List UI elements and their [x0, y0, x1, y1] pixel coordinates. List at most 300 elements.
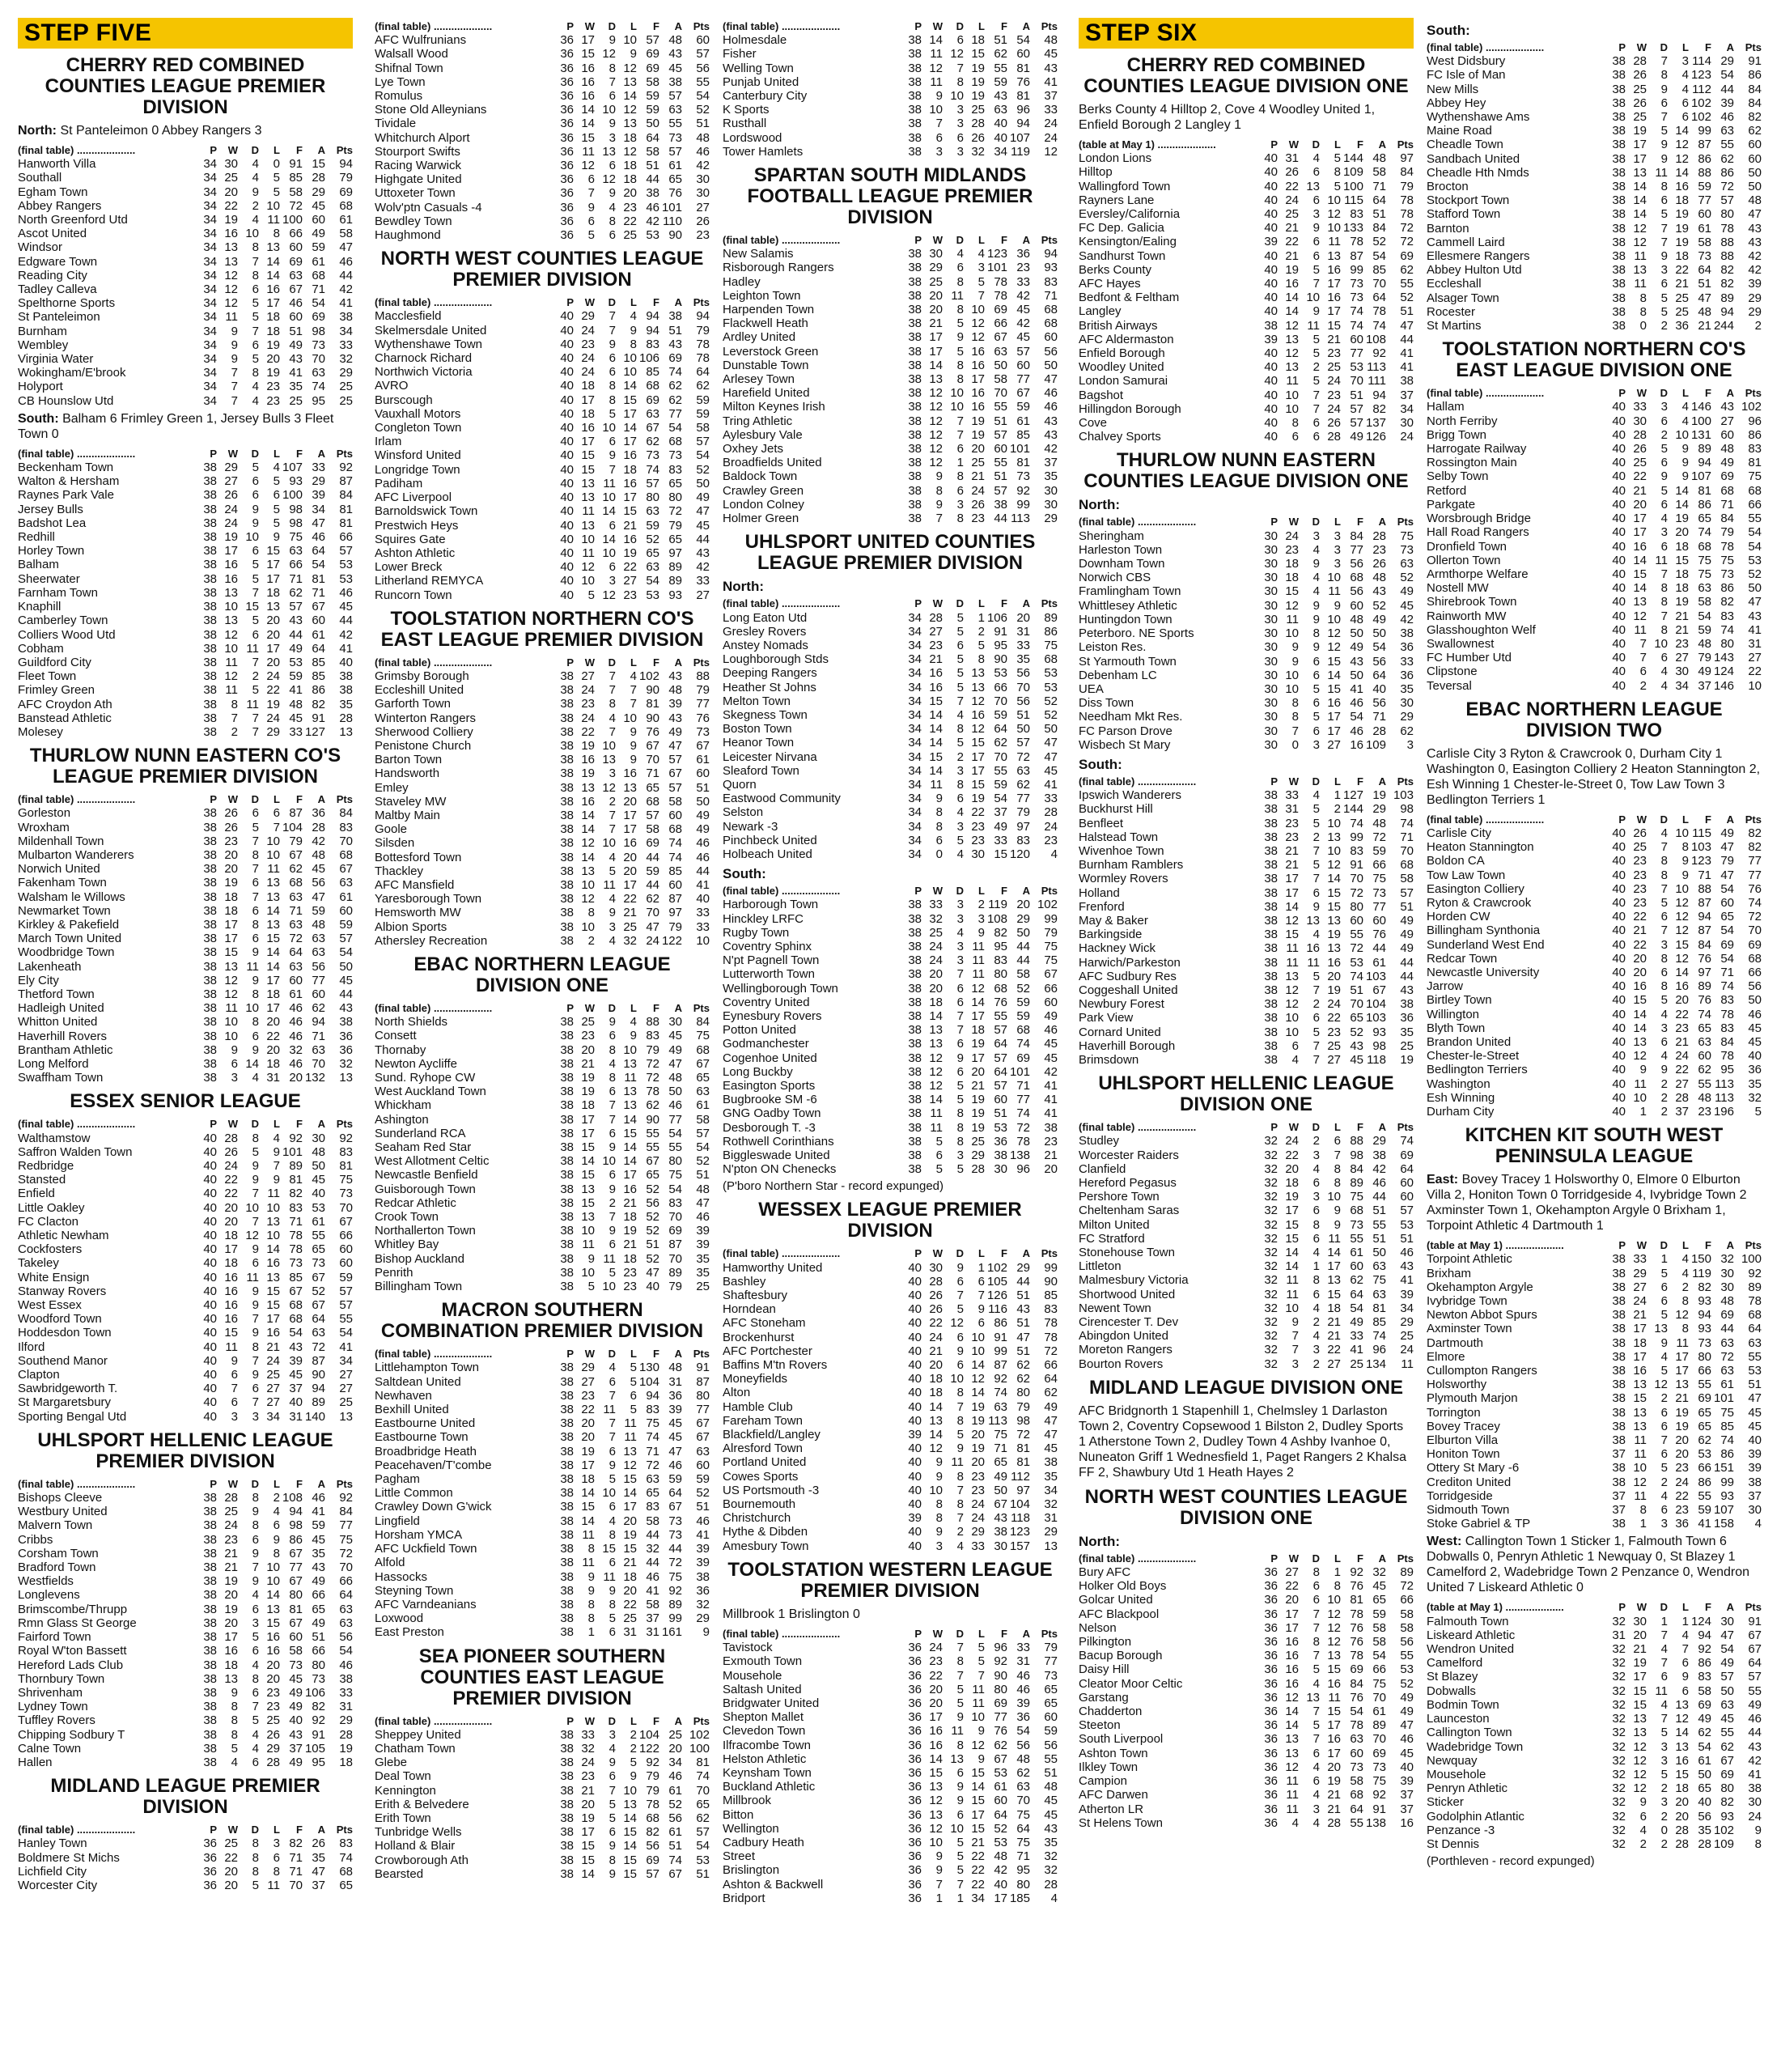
table-row — [18, 918, 353, 932]
stat-cell: 36 — [560, 103, 574, 117]
stat-cell: 40 — [1612, 442, 1626, 456]
stat-cell: 4 — [609, 1514, 616, 1528]
stat-cell: 4 — [1639, 1823, 1647, 1837]
stat-cell: 40 — [560, 379, 574, 393]
stat-cell: 75 — [994, 1428, 1007, 1442]
stat-cell: 79 — [289, 834, 303, 848]
sub-heading: South: — [1079, 756, 1122, 772]
stat-cell: 95 — [312, 393, 325, 408]
header-cell: F — [1357, 138, 1363, 151]
table-row — [1079, 802, 1414, 816]
stat-cell: 26 — [1285, 165, 1299, 180]
stat-cell: 40 — [1612, 923, 1626, 938]
table-row — [723, 625, 1058, 639]
stat-cell: 42 — [1748, 263, 1762, 278]
table-row — [723, 145, 1058, 159]
stat-cell: 4 — [956, 707, 964, 722]
stat-cell: 29 — [312, 474, 325, 489]
team-name: New Salamis — [723, 247, 794, 261]
stat-cell: 37 — [312, 1878, 325, 1892]
table-row — [1079, 277, 1414, 291]
team-name: Wythenshawe Town — [375, 337, 482, 351]
stat-cell: 27 — [1327, 1052, 1341, 1067]
stat-cell: 24 — [1400, 430, 1414, 444]
stat-cell: 2 — [1312, 1357, 1320, 1371]
stat-cell: 57 — [994, 427, 1007, 442]
table-row — [375, 1029, 710, 1042]
team-name: Golcar United — [1079, 1593, 1153, 1607]
stat-cell: 85 — [1372, 262, 1386, 277]
stat-cell: 38 — [1264, 318, 1278, 333]
table-row — [375, 1458, 710, 1472]
stat-cell: 6 — [1660, 1280, 1668, 1294]
team-name: Staveley MW — [375, 794, 447, 809]
stat-cell: 32 — [971, 144, 985, 159]
stat-cell: 9 — [935, 89, 943, 104]
stat-cell: 7 — [956, 1511, 964, 1526]
table-row — [1427, 1252, 1762, 1266]
stat-cell: 47 — [1748, 1391, 1762, 1406]
stat-cell: 12 — [1285, 346, 1299, 361]
stat-cell: 21 — [929, 316, 943, 331]
team-name: Easington Colliery — [1427, 881, 1524, 896]
stat-cell: 2 — [956, 749, 964, 764]
stat-cell: 6 — [1312, 1011, 1320, 1025]
stat-cell: 6 — [609, 1769, 616, 1784]
stat-cell: 33 — [1044, 792, 1058, 806]
header-cell: D — [251, 1824, 259, 1836]
table-row — [723, 1079, 1058, 1093]
table-row — [723, 1511, 1058, 1525]
stat-cell: 4 — [1681, 68, 1689, 83]
stat-cell: 38 — [908, 144, 922, 159]
stat-cell: 113 — [1715, 1076, 1734, 1091]
stat-cell: 19 — [224, 530, 238, 545]
stat-cell: 88 — [1350, 1134, 1363, 1149]
stat-cell: 17 — [1327, 277, 1341, 291]
stat-cell: 4 — [273, 1131, 280, 1145]
stat-cell: 52 — [1400, 1676, 1414, 1691]
stat-cell: 13 — [1654, 1322, 1668, 1336]
stat-cell: 53 — [1400, 1662, 1414, 1677]
team-name: Mousehole — [723, 1668, 782, 1683]
stat-cell: 19 — [1400, 1052, 1414, 1067]
team-name: Litherland REMYCA — [375, 574, 484, 588]
stat-cell: 45 — [312, 1173, 325, 1187]
stat-cell: 38 — [203, 890, 217, 904]
stat-cell: 29 — [1400, 710, 1414, 724]
stat-cell: 28 — [224, 1131, 238, 1145]
stat-cell: 3 — [1660, 525, 1668, 540]
team-name: Heaton Stannington — [1427, 840, 1534, 855]
stat-cell: 6 — [1660, 96, 1668, 110]
stat-cell: 89 — [668, 574, 682, 588]
stat-cell: 76 — [1350, 1579, 1363, 1594]
stat-cell: 98 — [1400, 802, 1414, 817]
stat-cell: 21 — [1285, 248, 1299, 263]
stat-cell: 7 — [609, 323, 616, 338]
stat-cell: 45 — [1044, 47, 1058, 62]
stat-cell: 20 — [971, 442, 985, 456]
stat-cell: 91 — [994, 624, 1007, 639]
stat-cell: 5 — [1660, 304, 1668, 319]
stat-cell: 28 — [929, 610, 943, 625]
stat-cell: 5 — [1312, 1025, 1320, 1039]
stat-cell: 29 — [312, 185, 325, 199]
stat-cell: 47 — [1748, 207, 1762, 222]
header-cell: Pts — [1397, 775, 1414, 788]
stat-cell: 9 — [609, 1756, 616, 1770]
stat-cell: 35 — [289, 380, 303, 394]
stat-cell: 9 — [273, 530, 280, 545]
stat-cell: 6 — [252, 1256, 259, 1271]
team-name: Brigg Town — [1427, 427, 1486, 442]
stat-cell: 27 — [696, 588, 710, 602]
stat-cell: 6 — [1660, 193, 1668, 208]
stat-cell: 16 — [971, 344, 985, 359]
stat-cell: 11 — [267, 1187, 280, 1201]
stat-cell: 85 — [1016, 427, 1030, 442]
table-row — [18, 1658, 353, 1672]
stat-cell: 77 — [696, 1403, 710, 1417]
stat-cell: 7 — [630, 697, 637, 711]
team-name: Wendron United — [1427, 1642, 1515, 1657]
stat-cell: 43 — [1748, 609, 1762, 623]
stat-cell: 8 — [1639, 291, 1647, 305]
table-row — [723, 33, 1058, 47]
stat-cell: 22 — [1285, 1579, 1299, 1594]
team-name: Moreton Rangers — [1079, 1343, 1172, 1357]
stat-cell: 30 — [1044, 483, 1058, 498]
stat-cell: 40 — [203, 1284, 217, 1298]
stat-cell: 72 — [339, 1546, 353, 1560]
header-cell: A — [1726, 41, 1734, 53]
stat-cell: 36 — [908, 1877, 922, 1892]
stat-cell: 57 — [1748, 1670, 1762, 1684]
stat-cell: 69 — [1350, 1662, 1363, 1677]
stat-cell: 26 — [929, 1302, 943, 1317]
header-cell: Pts — [1397, 516, 1414, 529]
table-row — [1427, 1781, 1762, 1795]
stat-cell: 36 — [560, 117, 574, 131]
stat-cell: 10 — [1306, 291, 1320, 305]
table-header-row — [1427, 1600, 1762, 1614]
stat-cell: 7 — [1660, 923, 1668, 938]
team-name: AFC Sudbury Res — [1079, 969, 1177, 983]
stat-cell: 3 — [1312, 207, 1320, 222]
stat-cell: 69 — [668, 351, 682, 366]
team-name: Alton — [723, 1386, 751, 1400]
team-name: Christchurch — [723, 1511, 791, 1526]
table-row — [1427, 1049, 1762, 1063]
team-name: Crowborough Ath — [375, 1853, 469, 1867]
team-name: Jarrow — [1427, 979, 1464, 994]
stat-cell: 75 — [1400, 529, 1414, 543]
stat-cell: 64 — [668, 1486, 682, 1501]
stat-cell: 20 — [1044, 1162, 1058, 1177]
stat-cell: 31 — [646, 1625, 659, 1640]
league-table — [1427, 1600, 1762, 1851]
stat-cell: 15 — [1675, 553, 1689, 567]
stat-cell: 20 — [1675, 1447, 1689, 1462]
stat-cell: 101 — [282, 1144, 303, 1159]
stat-cell: 150 — [1690, 1252, 1711, 1267]
stat-cell: 98 — [289, 516, 303, 530]
stat-cell: 60 — [339, 1242, 353, 1257]
stat-cell: 38 — [560, 892, 574, 906]
stat-cell: 13 — [1633, 1712, 1647, 1726]
table-row — [1079, 207, 1414, 221]
header-cell: D — [251, 1118, 259, 1131]
stat-cell: 15 — [266, 1616, 280, 1630]
header-cell: A — [674, 1001, 682, 1014]
stat-cell: 38 — [1612, 1252, 1626, 1267]
stat-cell: 48 — [1698, 636, 1711, 651]
stat-cell: 14 — [1327, 1246, 1341, 1260]
league-heading: EBAC NORTHERN LEAGUE DIVISION ONE — [413, 953, 671, 996]
team-name: Armthorpe Welfare — [1427, 567, 1529, 581]
stat-cell: 13 — [1327, 1649, 1341, 1663]
stat-cell: 34 — [203, 324, 217, 338]
stat-cell: 70 — [1350, 872, 1363, 886]
stat-cell: 69 — [1720, 1767, 1734, 1781]
stat-cell: 38 — [203, 461, 217, 475]
stat-cell: 41 — [1044, 1106, 1058, 1121]
header-cell: (final table) .................... — [1079, 775, 1197, 788]
stat-cell: 14 — [1633, 1007, 1647, 1021]
stat-cell: 74 — [1748, 895, 1762, 910]
stat-cell: 38 — [560, 1839, 574, 1853]
stat-cell: 14 — [929, 1093, 943, 1107]
stat-cell: 38 — [560, 1140, 574, 1155]
stat-cell: 40 — [1612, 868, 1626, 882]
stat-cell: 5 — [956, 1302, 964, 1317]
stat-cell: 6 — [1312, 1593, 1320, 1607]
table-row — [1079, 1218, 1414, 1232]
stat-cell: 94 — [1698, 456, 1711, 470]
table-row — [723, 1710, 1058, 1724]
stat-cell: 75 — [646, 1416, 659, 1431]
team-name: Little Common — [375, 1486, 453, 1501]
stat-cell: 114 — [1692, 54, 1711, 69]
stat-cell: 15 — [623, 1126, 637, 1140]
stat-cell: 81 — [1016, 456, 1030, 470]
stat-cell: 6 — [252, 282, 259, 297]
stat-cell: 81 — [1748, 456, 1762, 470]
stat-cell: 9 — [956, 1260, 964, 1275]
stat-cell: 40 — [203, 1144, 217, 1159]
stat-cell: 28 — [1372, 529, 1386, 543]
stat-cell: 17 — [581, 435, 595, 449]
stat-cell: 22 — [623, 214, 637, 228]
stat-cell: 55 — [1720, 1726, 1734, 1740]
stat-cell: 13 — [1327, 1273, 1341, 1288]
stat-cell: 38 — [203, 1560, 217, 1575]
stat-cell: 6 — [252, 1685, 259, 1700]
stat-cell: 79 — [646, 1769, 659, 1784]
stat-cell: 38 — [560, 822, 574, 837]
step-banner: STEP FIVE — [18, 18, 353, 49]
stat-cell: 38 — [1612, 1364, 1626, 1378]
stat-cell: 48 — [668, 1361, 682, 1375]
table-row — [1427, 193, 1762, 207]
table-row — [1427, 249, 1762, 263]
stat-cell: 99 — [1016, 497, 1030, 512]
stat-cell: 52 — [994, 1821, 1007, 1836]
stat-cell: 12 — [1327, 207, 1341, 222]
stat-cell: 81 — [339, 502, 353, 516]
team-name: Newbury Forest — [1079, 997, 1164, 1012]
table-row — [375, 1098, 710, 1112]
table-row — [18, 1756, 353, 1769]
stat-cell: 9 — [1291, 654, 1299, 669]
team-name: Diss Town — [1079, 696, 1134, 711]
stat-cell: 68 — [1044, 316, 1058, 331]
table-row — [723, 722, 1058, 736]
stat-cell: 22 — [1675, 1488, 1689, 1503]
stat-cell: 7 — [977, 1668, 985, 1683]
stat-cell: 63 — [994, 344, 1007, 359]
stat-cell: 41 — [696, 1527, 710, 1542]
team-name: Spelthorne Sports — [18, 296, 116, 311]
stat-cell: 4 — [1312, 788, 1320, 803]
stat-cell: 6 — [1681, 110, 1689, 125]
stat-cell: 6 — [1312, 696, 1320, 711]
table-row — [375, 533, 710, 546]
stat-cell: 60 — [994, 1093, 1007, 1107]
team-name: Retford — [1427, 483, 1467, 498]
table-row — [375, 504, 710, 518]
stat-cell: 9 — [587, 1569, 595, 1584]
stat-cell: 9 — [1681, 854, 1689, 868]
stat-cell: 53 — [339, 571, 353, 586]
stat-cell: 10 — [971, 1344, 985, 1358]
table-row — [1079, 402, 1414, 416]
stat-cell: 3 — [1660, 400, 1668, 414]
stat-cell: 52 — [1016, 981, 1030, 996]
header-cell: P — [566, 656, 574, 669]
stat-cell: 74 — [1720, 979, 1734, 994]
stat-cell: 7 — [1312, 388, 1320, 402]
stat-cell: 65 — [1698, 1021, 1711, 1035]
stat-cell: 79 — [1698, 651, 1711, 665]
stat-cell: 7 — [609, 822, 616, 837]
team-name: Leverstock Green — [723, 344, 819, 359]
team-name: Norwich CBS — [1079, 571, 1151, 585]
stat-cell: 32 — [1264, 1246, 1278, 1260]
team-name: St Helens Town — [1079, 1815, 1163, 1830]
stat-cell: 28 — [1327, 430, 1341, 444]
stat-cell: 36 — [203, 1836, 217, 1851]
stat-cell: 11 — [1634, 277, 1647, 291]
stat-cell: 38 — [560, 1769, 574, 1784]
stat-cell: 14 — [1675, 124, 1689, 138]
stat-cell: 7 — [231, 711, 238, 725]
stat-cell: 52 — [696, 1486, 710, 1501]
team-name: Okehampton Argyle — [1427, 1280, 1533, 1294]
stat-cell: 38 — [560, 1597, 574, 1611]
stat-cell: 46 — [696, 144, 710, 159]
team-name: Brimsdown — [1079, 1052, 1139, 1067]
stat-cell: 12 — [929, 1079, 943, 1093]
stat-cell: 48 — [289, 697, 303, 711]
stat-cell: 40 — [1612, 1007, 1626, 1021]
stat-cell: 18 — [623, 1251, 637, 1266]
team-name: Stoke Gabriel & TP — [1427, 1517, 1531, 1531]
header-cell: D — [608, 296, 616, 309]
stat-cell: 41 — [339, 1340, 353, 1354]
stat-cell: 12 — [971, 981, 985, 996]
stat-cell: 21 — [971, 1079, 985, 1093]
stat-cell: 19 — [971, 1413, 985, 1428]
header-cell: F — [1001, 885, 1007, 898]
stat-cell: 17 — [581, 1458, 595, 1472]
stat-cell: 45 — [1720, 1712, 1734, 1726]
stat-cell: 63 — [646, 1472, 659, 1487]
table-row — [1427, 1475, 1762, 1489]
stat-cell: 27 — [1327, 1357, 1341, 1371]
table-row — [18, 1879, 353, 1892]
stat-cell: 38 — [203, 627, 217, 642]
team-name: Punjab United — [723, 74, 799, 89]
stat-cell: 91 — [1748, 54, 1762, 69]
stat-cell: 32 — [1264, 1273, 1278, 1288]
stat-cell: 40 — [1264, 248, 1278, 263]
stat-cell: 23 — [581, 697, 595, 711]
stat-cell: 44 — [339, 268, 353, 282]
stat-cell: 25 — [1327, 360, 1341, 375]
stat-cell: 17 — [581, 393, 595, 407]
stat-cell: 65 — [312, 1602, 325, 1616]
stat-cell: 14 — [929, 1428, 943, 1442]
stat-cell: 80 — [312, 1658, 325, 1672]
stat-cell: 90 — [312, 1368, 325, 1382]
stat-cell: 64 — [312, 641, 325, 656]
stat-cell: 9 — [630, 724, 637, 739]
table-row — [375, 669, 710, 683]
stat-cell: 57 — [646, 1866, 659, 1881]
table-row — [1427, 1615, 1762, 1628]
team-name: Parkgate — [1427, 497, 1476, 512]
table-row — [18, 960, 353, 974]
stat-cell: 51 — [312, 1630, 325, 1645]
table-row — [375, 836, 710, 850]
stat-cell: 46 — [339, 254, 353, 269]
table-row — [1079, 738, 1414, 752]
stat-cell: 34 — [908, 847, 922, 861]
team-name: Banstead Athletic — [18, 711, 112, 725]
stat-cell: 51 — [1748, 1378, 1762, 1392]
stat-cell: 40 — [908, 1316, 922, 1331]
stat-cell: 38 — [560, 766, 574, 781]
header-cell: F — [1357, 1552, 1363, 1565]
team-name: Norwich United — [18, 862, 100, 877]
stat-cell: 83 — [646, 1029, 659, 1043]
stat-cell: 62 — [696, 1811, 710, 1825]
stat-cell: 6 — [956, 1330, 964, 1344]
team-name: Bedfont & Feltham — [1079, 291, 1180, 305]
stat-cell: 58 — [289, 1644, 303, 1658]
table-row — [18, 1015, 353, 1029]
stat-cell: 32 — [1612, 1781, 1626, 1796]
team-name: Heather St Johns — [723, 680, 816, 694]
stat-cell: 33 — [971, 1539, 985, 1553]
stat-cell: 7 — [1660, 110, 1668, 125]
league-heading: MIDLAND LEAGUE DIVISION ONE — [1088, 1376, 1404, 1399]
stat-cell: 58 — [1372, 1620, 1386, 1635]
stat-cell: 20 — [971, 1064, 985, 1079]
stat-cell: 44 — [1372, 1190, 1386, 1204]
